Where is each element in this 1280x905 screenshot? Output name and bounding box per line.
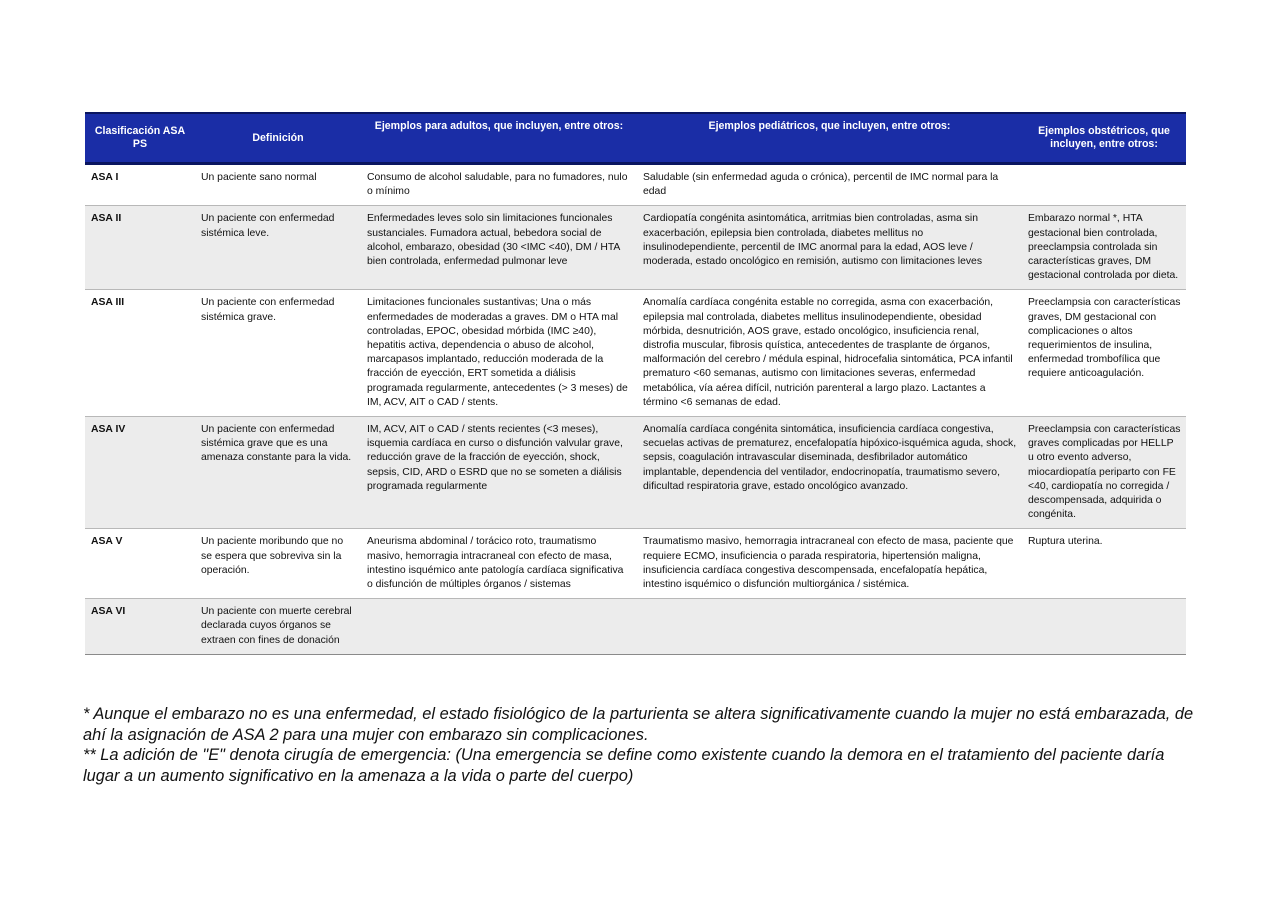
row-obstetric-examples: Ruptura uterina. [1022, 529, 1186, 599]
row-definition: Un paciente con enfermedad sistémica grave. [195, 290, 361, 417]
row-adult-examples: Limitaciones funcionales sustantivas; Una o más enfermedades de moderadas a graves. DM o HTA mal controladas, EPOC, obesidad mórbida (IMC ≥40), hepatitis activa, dependencia o abuso de alcohol, marcapasos implantado, reducción moderada de la fracción de eyección, ERT sometida a diálisis programada regularmente, antecedentes (> 3 meses) de IM, ACV, AIT o CAD / stents. [361, 290, 637, 417]
header-definition: Definición [195, 113, 361, 164]
row-adult-examples: Aneurisma abdominal / torácico roto, traumatismo masivo, hemorragia intracraneal con efecto de masa, intestino isquémico ante patología cardíaca significativa o disfunción de múltiples órganos / sistemas [361, 529, 637, 599]
asa-classification-table [85, 112, 1186, 655]
row-definition: Un paciente moribundo que no se espera que sobreviva sin la operación. [195, 529, 361, 599]
row-definition: Un paciente con enfermedad sistémica grave que es una amenaza constante para la vida. [195, 417, 361, 529]
row-pediatric-examples: Cardiopatía congénita asintomática, arritmias bien controladas, asma sin exacerbación, epilepsia bien controlada, diabetes mellitus no insulinodependiente, percentil de IMC anormal para la edad, AOS leve / moderada, estado oncológico en remisión, autismo con limitaciones leves [637, 206, 1022, 290]
row-pediatric-examples: Anomalía cardíaca congénita sintomática, insuficiencia cardíaca congestiva, secuelas activas de prematurez, encefalopatía hipóxico-isquémica aguda, shock, sepsis, coagulación intravascular diseminada, desfibrilador automático implantable, dependencia del ventilador, endocrinopatía, traumatismo severo, dificultad respiratoria grave, estado oncológico avanzado. [637, 417, 1022, 529]
header-obstetric-examples: Ejemplos obstétricos, que incluyen, entre otros: [1022, 113, 1186, 164]
row-definition: Un paciente con enfermedad sistémica leve. [195, 206, 361, 290]
row-definition: Un paciente sano normal [195, 164, 361, 206]
row-classification: ASA III [85, 290, 195, 417]
row-definition: Un paciente con muerte cerebral declarada cuyos órganos se extraen con fines de donación [195, 599, 361, 655]
row-obstetric-examples [1022, 599, 1186, 655]
row-adult-examples: IM, ACV, AIT o CAD / stents recientes (<3 meses), isquemia cardíaca en curso o disfunción valvular grave, reducción grave de la fracción de eyección, shock, sepsis, CID, ARD o ESRD que no se someten a diálisis programada regularmente [361, 417, 637, 529]
table-row [85, 290, 1186, 417]
header-adult-examples: Ejemplos para adultos, que incluyen, entre otros: [361, 113, 637, 164]
table-row [85, 206, 1186, 290]
row-obstetric-examples [1022, 164, 1186, 206]
row-obstetric-examples: Preeclampsia con características graves, DM gestacional con complicaciones o altos requerimientos de insulina, enfermedad trombofílica que requiere anticoagulación. [1022, 290, 1186, 417]
footnote-emergency: ** La adición de "E" denota cirugía de emergencia: (Una emergencia se define como existente cuando la demora en el tratamiento del paciente daría lugar a un aumento significativo en la amenaza a la vida o parte del cuerpo) [83, 746, 1165, 785]
row-pediatric-examples [637, 599, 1022, 655]
row-adult-examples: Enfermedades leves solo sin limitaciones funcionales sustanciales. Fumadora actual, bebedora social de alcohol, embarazo, obesidad (30 <IMC <40), DM / HTA bien controlada, enfermedad pulmonar leve [361, 206, 637, 290]
row-pediatric-examples: Anomalía cardíaca congénita estable no corregida, asma con exacerbación, epilepsia mal controlada, diabetes mellitus insulinodependiente, obesidad mórbida, desnutrición, AOS grave, estado oncológico, insuficiencia renal, distrofia muscular, fibrosis quística, antecedentes de trasplante de órganos, malformación del cerebro / médula espinal, hidrocefalia sintomática, PCA infantil prematuro <60 semanas, autismo con limitaciones severas, enfermedad metabólica, vía aérea difícil, nutrición parenteral a largo plazo. Lactantes a término <6 semanas de edad. [637, 290, 1022, 417]
table-row [85, 417, 1186, 529]
footnotes [83, 704, 1198, 786]
table-header-row [85, 113, 1186, 164]
row-classification: ASA IV [85, 417, 195, 529]
row-obstetric-examples: Embarazo normal *, HTA gestacional bien controlada, preeclampsia controlada sin características graves, DM gestacional controlada por dieta. [1022, 206, 1186, 290]
row-classification: ASA II [85, 206, 195, 290]
footnote-pregnancy: * Aunque el embarazo no es una enfermedad, el estado fisiológico de la parturienta se altera significativamente cuando la mujer no está embarazada, de ahí la asignación de ASA 2 para una mujer con embarazo sin complicaciones. [83, 705, 1194, 744]
row-pediatric-examples: Saludable (sin enfermedad aguda o crónica), percentil de IMC normal para la edad [637, 164, 1022, 206]
row-obstetric-examples: Preeclampsia con características graves complicadas por HELLP u otro evento adverso, miocardiopatía periparto con FE <40, cardiopatía no corregida / descompensada, adquirida o congénita. [1022, 417, 1186, 529]
row-pediatric-examples: Traumatismo masivo, hemorragia intracraneal con efecto de masa, paciente que requiere ECMO, insuficiencia o parada respiratoria, hipertensión maligna, insuficiencia cardíaca congestiva descompensada, encefalopatía hepática, intestino isquémico o disfunción multiorgánica / sistémica. [637, 529, 1022, 599]
row-adult-examples [361, 599, 637, 655]
row-classification: ASA I [85, 164, 195, 206]
row-classification: ASA VI [85, 599, 195, 655]
row-classification: ASA V [85, 529, 195, 599]
header-pediatric-examples: Ejemplos pediátricos, que incluyen, entre otros: [637, 113, 1022, 164]
table-row [85, 164, 1186, 206]
row-adult-examples: Consumo de alcohol saludable, para no fumadores, nulo o mínimo [361, 164, 637, 206]
header-classification: Clasificación ASA PS [85, 113, 195, 164]
table-row [85, 529, 1186, 599]
table-row [85, 599, 1186, 655]
